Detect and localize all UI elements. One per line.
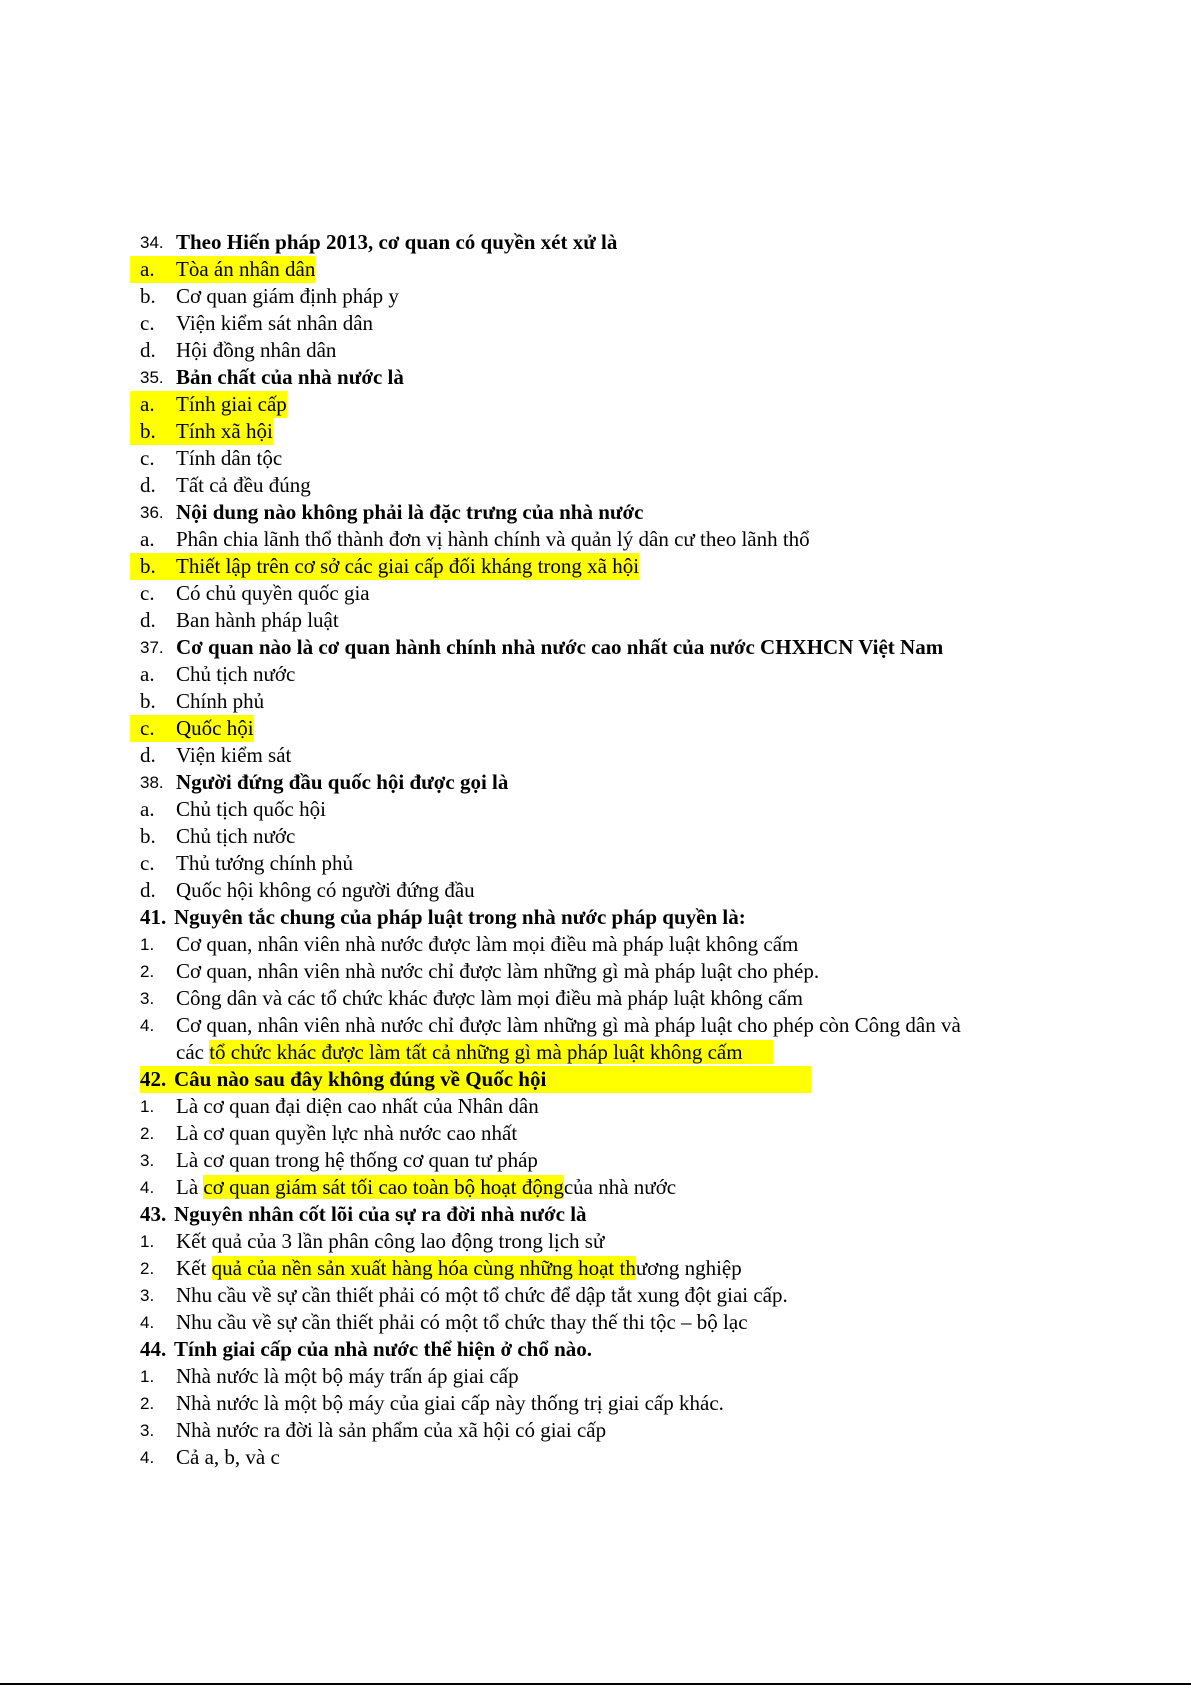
option-text	[176, 1444, 280, 1471]
question-row	[140, 769, 1060, 796]
option-text-main: Tất cả đều đúng	[176, 473, 311, 497]
question-text: Theo Hiến pháp 2013, cơ quan có quyền xét xử là	[176, 230, 618, 254]
option-text	[176, 580, 370, 607]
option-text-main: Chủ tịch nước	[176, 824, 296, 848]
option-text	[176, 1120, 517, 1147]
option-text-main: Cơ quan, nhân viên nhà nước chỉ được làm những gì mà pháp luật cho phép còn Công dân và	[176, 1013, 961, 1037]
option-text	[176, 823, 295, 850]
question-number: 34.	[140, 233, 164, 252]
option-label: b.	[140, 689, 156, 713]
option-text	[176, 661, 295, 688]
option-text	[176, 1282, 788, 1309]
answer-option	[140, 607, 1060, 634]
quiz-document	[140, 229, 1060, 1471]
option-label: 2.	[140, 962, 155, 981]
option-text	[176, 310, 373, 337]
option-text	[176, 1147, 538, 1174]
option-label: 2.	[140, 1394, 155, 1413]
question-text: Nguyên tắc chung của pháp luật trong nhà nước pháp quyền là:	[174, 905, 746, 929]
option-label: a.	[140, 257, 155, 281]
answer-option	[140, 580, 1060, 607]
option-label: 4.	[140, 1448, 155, 1467]
option-text-main: Là cơ quan trong hệ thống cơ quan tư pháp	[176, 1148, 538, 1172]
option-text-main: Cơ quan, nhân viên nhà nước được làm mọi điều mà pháp luật không cấm	[176, 932, 799, 956]
option-text-prefix: các	[176, 1040, 210, 1064]
option-label: 3.	[140, 1286, 155, 1305]
option-label: a.	[140, 527, 155, 551]
answer-option	[140, 1390, 1060, 1417]
question-number: 41.	[140, 905, 167, 929]
question-row	[140, 1066, 1060, 1093]
option-text-main: Cơ quan, nhân viên nhà nước chỉ được làm những gì mà pháp luật cho phép.	[176, 959, 820, 983]
option-label: 4.	[140, 1313, 155, 1332]
option-text	[176, 985, 803, 1012]
option-text: Tòa án nhân dân	[176, 257, 316, 281]
question-text: Tính giai cấp của nhà nước thể hiện ở chổ nào.	[174, 1337, 593, 1361]
option-text-main: Nhà nước là một bộ máy trấn áp giai cấp	[176, 1364, 519, 1388]
option-label: 2.	[140, 1259, 155, 1278]
option-text-main: Viện kiểm sát nhân dân	[176, 311, 374, 335]
answer-option	[140, 337, 1060, 364]
question-number: 43.	[140, 1202, 167, 1226]
option-text	[176, 607, 339, 634]
question-text: Người đứng đầu quốc hội được gọi là	[176, 770, 509, 794]
option-label: c.	[140, 851, 155, 875]
answer-option	[140, 688, 1060, 715]
highlighted-answer	[130, 256, 315, 283]
highlighted-answer	[130, 715, 254, 742]
question-number: 36.	[140, 503, 164, 522]
question-text: Nguyên nhân cốt lõi của sự ra đời nhà nước là	[174, 1202, 587, 1226]
option-text	[176, 337, 336, 364]
answer-option	[140, 742, 1060, 769]
option-label: b.	[140, 284, 156, 308]
option-label: b.	[140, 554, 156, 578]
option-text-main: Cả a, b, và c	[176, 1445, 280, 1469]
answer-option	[140, 1309, 1060, 1336]
highlighted-answer: quả của nền sản xuất hàng hóa cùng những hoạt th	[211, 1256, 636, 1280]
option-label: b.	[140, 419, 156, 443]
option-text	[176, 283, 399, 310]
option-label: d.	[140, 473, 156, 497]
question-text: Bản chất của nhà nước là	[176, 365, 404, 389]
answer-option	[140, 1147, 1060, 1174]
answer-option	[140, 445, 1060, 472]
option-text: Quốc hội	[176, 716, 254, 740]
option-text-main: Hội đồng nhân dân	[176, 338, 337, 362]
highlighted-answer: tổ chức khác được làm tất cả những gì mà pháp luật không cấm	[209, 1040, 772, 1064]
answer-option	[140, 310, 1060, 337]
option-label: 3.	[140, 1151, 155, 1170]
option-text-prefix: Kết	[176, 1256, 212, 1280]
question-row	[140, 634, 1060, 661]
option-text-main: Viện kiểm sát	[176, 743, 292, 767]
option-text	[176, 472, 311, 499]
option-label: c.	[140, 716, 155, 740]
answer-option	[140, 796, 1060, 823]
answer-option	[140, 877, 1060, 904]
option-label: 1.	[140, 935, 155, 954]
option-text-main: Quốc hội không có người đứng đầu	[176, 878, 475, 902]
question-row	[140, 364, 1060, 391]
option-text-main: Công dân và các tổ chức khác được làm mọi điều mà pháp luật không cấm	[176, 986, 803, 1010]
option-text-main: Là cơ quan quyền lực nhà nước cao nhất	[176, 1121, 518, 1145]
option-label: d.	[140, 878, 156, 902]
option-text	[176, 445, 282, 472]
answer-option	[140, 823, 1060, 850]
option-text	[176, 1039, 773, 1066]
option-text	[176, 526, 810, 553]
option-text	[176, 931, 798, 958]
option-text: Tính xã hội	[176, 419, 273, 443]
option-text	[176, 877, 475, 904]
answer-option	[140, 985, 1060, 1012]
answer-option	[140, 1363, 1060, 1390]
question-row	[140, 904, 1060, 931]
option-text	[176, 1363, 519, 1390]
option-label: a.	[140, 662, 155, 686]
question-text: Nội dung nào không phải là đặc trưng của nhà nước	[176, 500, 644, 524]
option-text	[176, 742, 291, 769]
highlighted-answer	[130, 553, 639, 580]
option-text	[176, 1390, 724, 1417]
option-label: a.	[140, 392, 155, 416]
question-row	[140, 499, 1060, 526]
answer-option	[140, 1174, 1060, 1201]
highlighted-answer: cơ quan giám sát tối cao toàn bộ hoạt động	[203, 1175, 564, 1199]
option-text	[176, 1228, 604, 1255]
answer-option	[140, 850, 1060, 877]
question-number: 35.	[140, 368, 164, 387]
option-label: d.	[140, 608, 156, 632]
option-label: 1.	[140, 1097, 155, 1116]
option-label: 3.	[140, 989, 155, 1008]
option-text-main: Nhu cầu về sự cần thiết phải có một tổ chức để dập tắt xung đột giai cấp.	[176, 1283, 788, 1307]
question-number: 38.	[140, 773, 164, 792]
option-label: c.	[140, 581, 155, 605]
option-label: 3.	[140, 1421, 155, 1440]
answer-option	[140, 526, 1060, 553]
option-text-main: Chủ tịch quốc hội	[176, 797, 326, 821]
question-number: 37.	[140, 638, 164, 657]
option-label: c.	[140, 446, 155, 470]
question-row	[140, 229, 1060, 256]
question-row	[140, 1201, 1060, 1228]
option-text	[176, 796, 326, 823]
option-text-main: Chính phủ	[176, 689, 265, 713]
option-label: a.	[140, 797, 155, 821]
option-label: 1.	[140, 1232, 155, 1251]
answer-option	[140, 1039, 1060, 1066]
option-text	[176, 688, 264, 715]
option-text-main: Phân chia lãnh thổ thành đơn vị hành chính và quản lý dân cư theo lãnh thổ	[176, 527, 810, 551]
option-text-main: Nhà nước là một bộ máy của giai cấp này thống trị giai cấp khác.	[176, 1391, 724, 1415]
question-number: 44.	[140, 1337, 167, 1361]
option-label: c.	[140, 311, 155, 335]
option-text-main: Là cơ quan đại diện cao nhất của Nhân dân	[176, 1094, 539, 1118]
answer-option	[140, 931, 1060, 958]
answer-option	[140, 1228, 1060, 1255]
option-text	[176, 850, 353, 877]
question-text: Câu nào sau đây không đúng về Quốc hội	[174, 1066, 811, 1093]
option-text-main: Ban hành pháp luật	[176, 608, 339, 632]
question-text: Cơ quan nào là cơ quan hành chính nhà nước cao nhất của nước CHXHCN Việt Nam	[176, 635, 944, 659]
option-text	[176, 1174, 676, 1201]
option-text: Thiết lập trên cơ sở các giai cấp đối kháng trong xã hội	[176, 554, 640, 578]
highlighted-answer	[130, 418, 273, 445]
option-text	[176, 1417, 606, 1444]
option-text	[176, 1093, 539, 1120]
answer-option	[140, 283, 1060, 310]
answer-option	[140, 1120, 1060, 1147]
option-text-main: Nhu cầu về sự cần thiết phải có một tổ chức thay thế thi tộc – bộ lạc	[176, 1310, 748, 1334]
answer-option	[140, 1093, 1060, 1120]
option-text	[176, 1255, 742, 1282]
question-row	[140, 1336, 1060, 1363]
option-text-main: Kết quả của 3 lần phân công lao động trong lịch sử	[176, 1229, 605, 1253]
question-number: 42.	[140, 1066, 174, 1093]
answer-option	[140, 472, 1060, 499]
option-text-prefix: Là	[176, 1175, 204, 1199]
option-text-suffix: của nhà nước	[563, 1175, 677, 1199]
answer-option	[140, 1255, 1060, 1282]
option-text	[176, 1012, 961, 1039]
option-text-main: Chủ tịch nước	[176, 662, 296, 686]
answer-option	[140, 958, 1060, 985]
answer-option	[140, 1444, 1060, 1471]
highlighted-answer	[130, 391, 287, 418]
option-label: 1.	[140, 1367, 155, 1386]
option-label: b.	[140, 824, 156, 848]
answer-option	[140, 1417, 1060, 1444]
option-label: 4.	[140, 1178, 155, 1197]
option-text-main: Thủ tướng chính phủ	[176, 851, 354, 875]
option-label: d.	[140, 743, 156, 767]
answer-option	[140, 1012, 1060, 1039]
option-text-suffix: ương nghiệp	[635, 1256, 742, 1280]
answer-option	[140, 661, 1060, 688]
option-label: 4.	[140, 1016, 155, 1035]
option-label: 2.	[140, 1124, 155, 1143]
option-text: Tính giai cấp	[176, 392, 287, 416]
answer-option	[140, 1282, 1060, 1309]
option-text-main: Tính dân tộc	[176, 446, 283, 470]
option-label: d.	[140, 338, 156, 362]
option-text-main: Cơ quan giám định pháp y	[176, 284, 399, 308]
option-text-main: Có chủ quyền quốc gia	[176, 581, 370, 605]
option-text	[176, 958, 819, 985]
option-text-main: Nhà nước ra đời là sản phẩm của xã hội có giai cấp	[176, 1418, 607, 1442]
option-text	[176, 1309, 748, 1336]
